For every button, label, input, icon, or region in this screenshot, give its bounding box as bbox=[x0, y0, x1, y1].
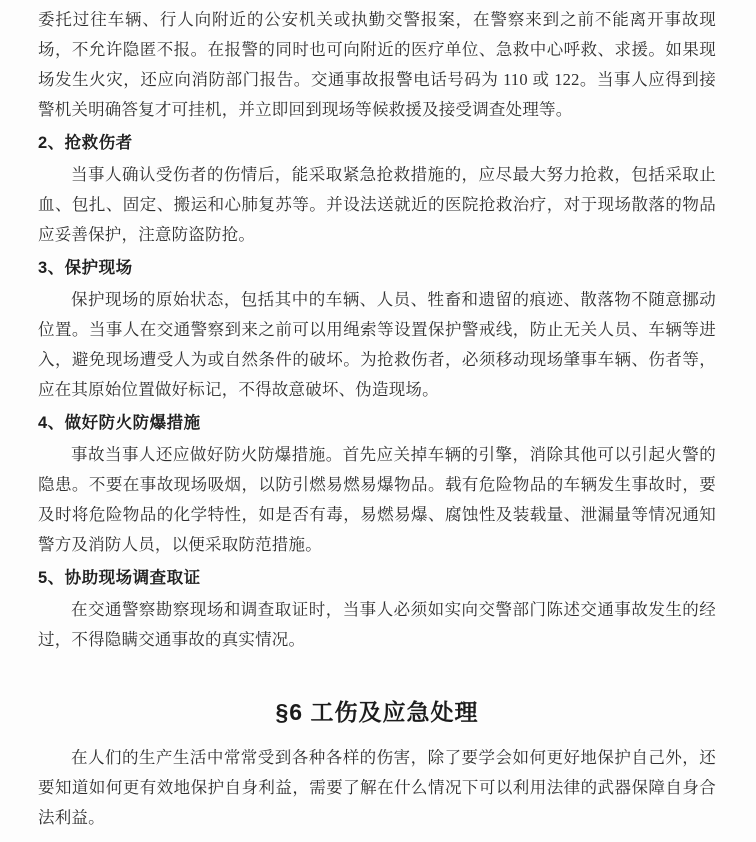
section-2-body: 当事人确认受伤者的伤情后，能采取紧急抢救措施的，应尽最大努力抢救，包括采取止血、包扎、固定、搬运和心肺复苏等。并设法送就近的医院抢救治疗，对于现场散落的物品应妥善保护，注意防盗防抢。 bbox=[38, 165, 716, 244]
section-4-heading: 4、做好防火防爆措施 bbox=[38, 414, 201, 432]
section-4-body: 事故当事人还应做好防火防爆措施。首先应关掉车辆的引擎，消除其他可以引起火警的隐患。不要在事故现场吸烟，以防引燃易燃易爆物品。载有危险物品的车辆发生事故时，要及时将危险物品的化学特性，如是否有毒，易燃易爆、腐蚀性及装载量、泄漏量等情况通知警方及消防人员，以便采取防范措施。 bbox=[38, 445, 716, 554]
section-2-heading: 2、抢救伤者 bbox=[38, 134, 133, 152]
chapter-6-intro: 在人们的生产生活中常常受到各种各样的伤害，除了要学会如何更好地保护自己外，还要知道如何更有效地保护自身利益，需要了解在什么情况下可以利用法律的武器保障自身合法利益。 bbox=[38, 748, 716, 827]
intro-paragraph: 委托过往车辆、行人向附近的公安机关或执勤交警报案，在警察来到之前不能离开事故现场，不允许隐匿不报。在报警的同时也可向附近的医疗单位、急救中心呼救、求援。如果现场发生火灾，还应向消防部门报告。交通事故报警电话号码为 110 或 122。当事人应得到接警机关明确答复才可挂机，并立即回到现场等候救援及接受调查处理等。 bbox=[38, 10, 716, 119]
section-3-heading: 3、保护现场 bbox=[38, 259, 133, 277]
section-3-body: 保护现场的原始状态，包括其中的车辆、人员、牲畜和遗留的痕迹、散落物不随意挪动位置。当事人在交通警察到来之前可以用绳索等设置保护警戒线，防止无关人员、车辆等进入，避免现场遭受人为或自然条件的破坏。为抢救伤者，必须移动现场肇事车辆、伤者等，应在其原始位置做好标记，不得故意破坏、伪造现场。 bbox=[38, 290, 716, 399]
chapter-6-heading: §6 工伤及应急处理 bbox=[275, 699, 479, 725]
section-5-body: 在交通警察勘察现场和调查取证时，当事人必须如实向交警部门陈述交通事故发生的经过，不得隐瞒交通事故的真实情况。 bbox=[38, 600, 716, 649]
section-5-heading: 5、协助现场调查取证 bbox=[38, 569, 201, 587]
